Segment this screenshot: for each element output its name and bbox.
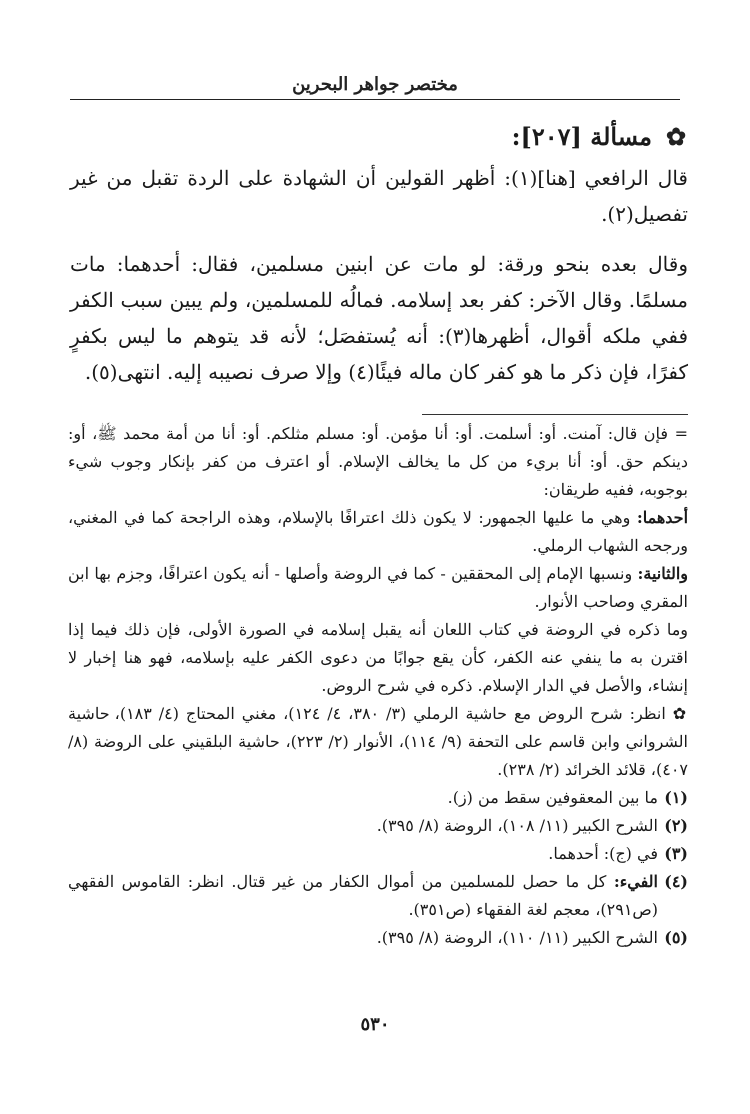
running-header-title: مختصر جواهر البحرين — [292, 74, 458, 95]
footnote-text: في (ج): أحدهما. — [548, 844, 658, 863]
fay-definition: كل ما حصل للمسلمين من أموال الكفار من غير قتال. انظر: القاموس الفقهي (ص٢٩١)، معجم لغة الفقهاء (ص٣٥١). — [68, 872, 658, 919]
footnote-number: (٢) — [664, 816, 688, 835]
footnote-references: ✿ انظر: شرح الروض مع حاشية الرملي (٣/ ٣٨٠، ٤/ ١٢٤)، مغني المحتاج (٤/ ١٨٣)، حاشية الشرواني وابن قاسم على التحفة (٩/ ١١٤)، الأنوار (٢/ ٢٢٣)، حاشية البلقيني على الروضة (٨/ ٤٠٧)، قلائد الخرائد (٢/ ٢٣٨). — [68, 704, 688, 779]
footnotes-section — [68, 420, 688, 952]
issue-heading — [48, 120, 688, 154]
first-path-label: أحدهما: — [636, 508, 689, 527]
page-number: ٥٣٠ — [360, 1014, 390, 1035]
footnote-lian-note: وما ذكره في الروضة في كتاب اللعان أنه يقبل إسلامه في الصورة الأولى، فإن ذلك فيما إذا اقترن به ما ينفي عنه الكفر، كأن يقع جوابًا من دعوى الكفر عليه بإسلامه، فهو هنا إخبار لا إنشاء، والأصل في الدار الإسلام. ذكره في شرح الروض. — [68, 620, 688, 695]
footnote-item — [68, 784, 688, 812]
footnote-number: (٥) — [664, 928, 688, 947]
footnote-text: الشرح الكبير (١١/ ١٠٨)، الروضة (٨/ ٣٩٥). — [376, 816, 658, 835]
fay-term-label: الفيء: — [613, 872, 658, 891]
footnote-item — [68, 812, 688, 840]
footnote-item — [68, 924, 688, 952]
footnote-text: ما بين المعقوفين سقط من (ز). — [447, 788, 658, 807]
second-path-text: ونسبها الإمام إلى المحققين - كما في الروضة وأصلها - أنه يكون اعترافًا، وجزم بها ابن المقري وصاحب الأنوار. — [68, 564, 688, 611]
footnote-number: (١) — [664, 788, 688, 807]
footnote-divider — [422, 414, 688, 415]
main-paragraph-1: قال الرافعي [هنا](١): أظهر القولين أن الشهادة على الردة تقبل من غير تفصيل(٢). — [70, 166, 688, 226]
main-paragraph-2: وقال بعده بنحو ورقة: لو مات عن ابنين مسلمين، فقال: أحدهما: مات مسلمًا. وقال الآخر: كفر بعد إسلامه. فمالُه للمسلمين، ولم يبين سبب الكفر ففي ملكه أقوال، أظهرها(٣): أنه يُستفصَل؛ لأنه قد يتوهم ما ليس بكفرٍ كفرًا، فإن ذكر ما هو كفر كان ماله فيئًا(٤) وإلا صرف نصيبه إليه. انتهى(٥). — [70, 252, 689, 384]
issue-heading-text: مسألة [٢٠٧]: — [511, 122, 652, 151]
footnote-number: (٤) — [664, 872, 688, 891]
footnote-first-path — [68, 504, 688, 560]
footnote-item — [68, 840, 688, 868]
footnote-text: الشرح الكبير (١١/ ١١٠)، الروضة (٨/ ٣٩٥). — [376, 928, 658, 947]
header-divider — [70, 99, 680, 100]
first-path-text: وهي ما عليها الجمهور: لا يكون ذلك اعترافًا بالإسلام، وهذه الراجحة كما في المغني، ورجحه الشهاب الرملي. — [68, 508, 688, 555]
flower-ornament-icon: ✿ — [665, 122, 687, 151]
footnote-item — [68, 868, 688, 924]
main-text — [70, 160, 688, 404]
footnote-text — [68, 868, 658, 924]
footnote-second-path — [68, 560, 688, 616]
second-path-label: والثانية: — [637, 564, 688, 583]
footnote-number: (٣) — [664, 844, 688, 863]
footnote-continued-line1: = فإن قال: آمنت. أو: أسلمت. أو: أنا مؤمن. أو: مسلم مثلكم. أو: أنا من أمة محمد ﷺ، أو: دينكم حق. أو: أنا بريء من كل ما يخالف الإسلام. أو اعترف من كفر بإنكار وجوب شيء بوجوبه، ففيه طريقان: — [68, 424, 688, 499]
